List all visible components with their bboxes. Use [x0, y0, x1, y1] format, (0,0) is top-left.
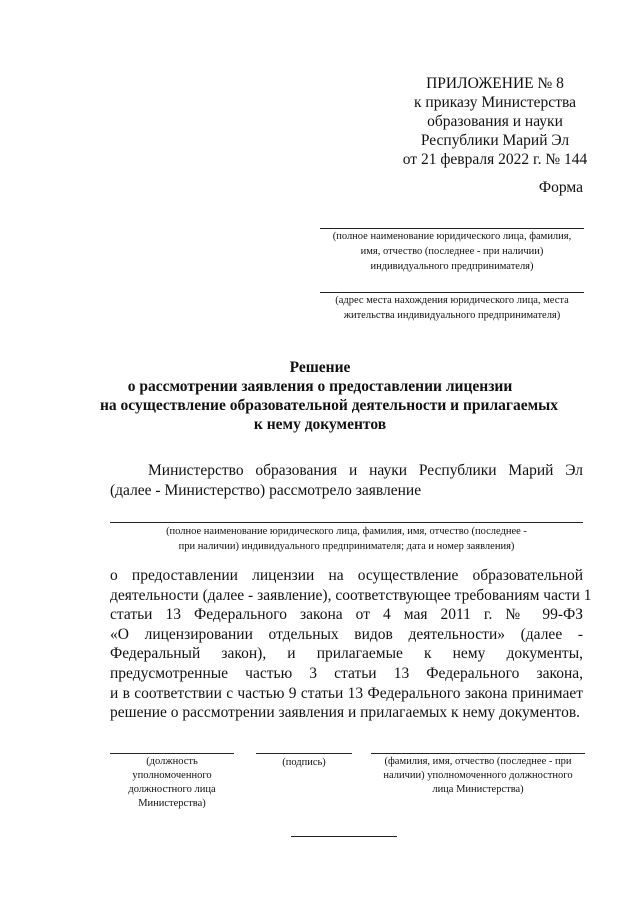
attachment-header [395, 74, 595, 169]
closing-separator [291, 836, 397, 837]
applicant-full-line [110, 522, 583, 523]
applicant-full-caption: (полное наименование юридического лица, фамилия, имя, отчество (последнее - при наличии) индивидуального предпринимателя; дата и номер заявления) [166, 526, 527, 552]
name-line [371, 753, 585, 754]
body-paragraph: о предоставлении лицензии на осуществление образовательной деятельности (далее - заявление), соответствующее требованиям части 1 статьи 13 Федерального закона от 4 мая 2011 г. № 99-ФЗ «О лицензировании отдельных видов деятельности» (далее - Федеральный закон), и прилагаемые к нему документы, предусмотренные частью 3 статьи 13 Федерального закона, и в соответствии с частью 9 статьи 13 Федерального закона принимает решение о рассмотрении заявления и прилагаемых к нему документов. [110, 567, 592, 722]
signature-line [256, 753, 352, 754]
name-caption: (фамилия, имя, отчество (последнее - при наличии) уполномоченного должностного лица Министерства) [383, 756, 573, 795]
position-caption: (должность уполномоченного должностного лица Министерства) [128, 756, 216, 809]
header-line: Республики Марий Эл [420, 132, 570, 149]
header-line: от 21 февраля 2022 г. № 144 [402, 151, 588, 168]
address-caption: (адрес места нахождения юридического лица, места жительства индивидуального предпринимателя) [335, 295, 569, 321]
position-line [110, 753, 234, 754]
document-title: Решение о рассмотрении заявления о предоставлении лицензии на осуществление образовательной деятельности и прилагаемых к нему документов [100, 359, 558, 433]
form-label: Форма [538, 179, 583, 196]
header-line: образования и науки [427, 113, 563, 130]
intro-paragraph: Министерство образования и науки Республики Марий Эл (далее - Министерство) рассмотрело заявление [110, 462, 583, 499]
header-line: к приказу Министерства [414, 94, 576, 111]
header-line: ПРИЛОЖЕНИЕ № 8 [426, 75, 564, 92]
signature-caption: (подпись) [282, 757, 326, 768]
applicant-caption: (полное наименование юридического лица, фамилия, имя, отчество (последнее - при наличии) индивидуального предпринимателя) [332, 231, 572, 272]
